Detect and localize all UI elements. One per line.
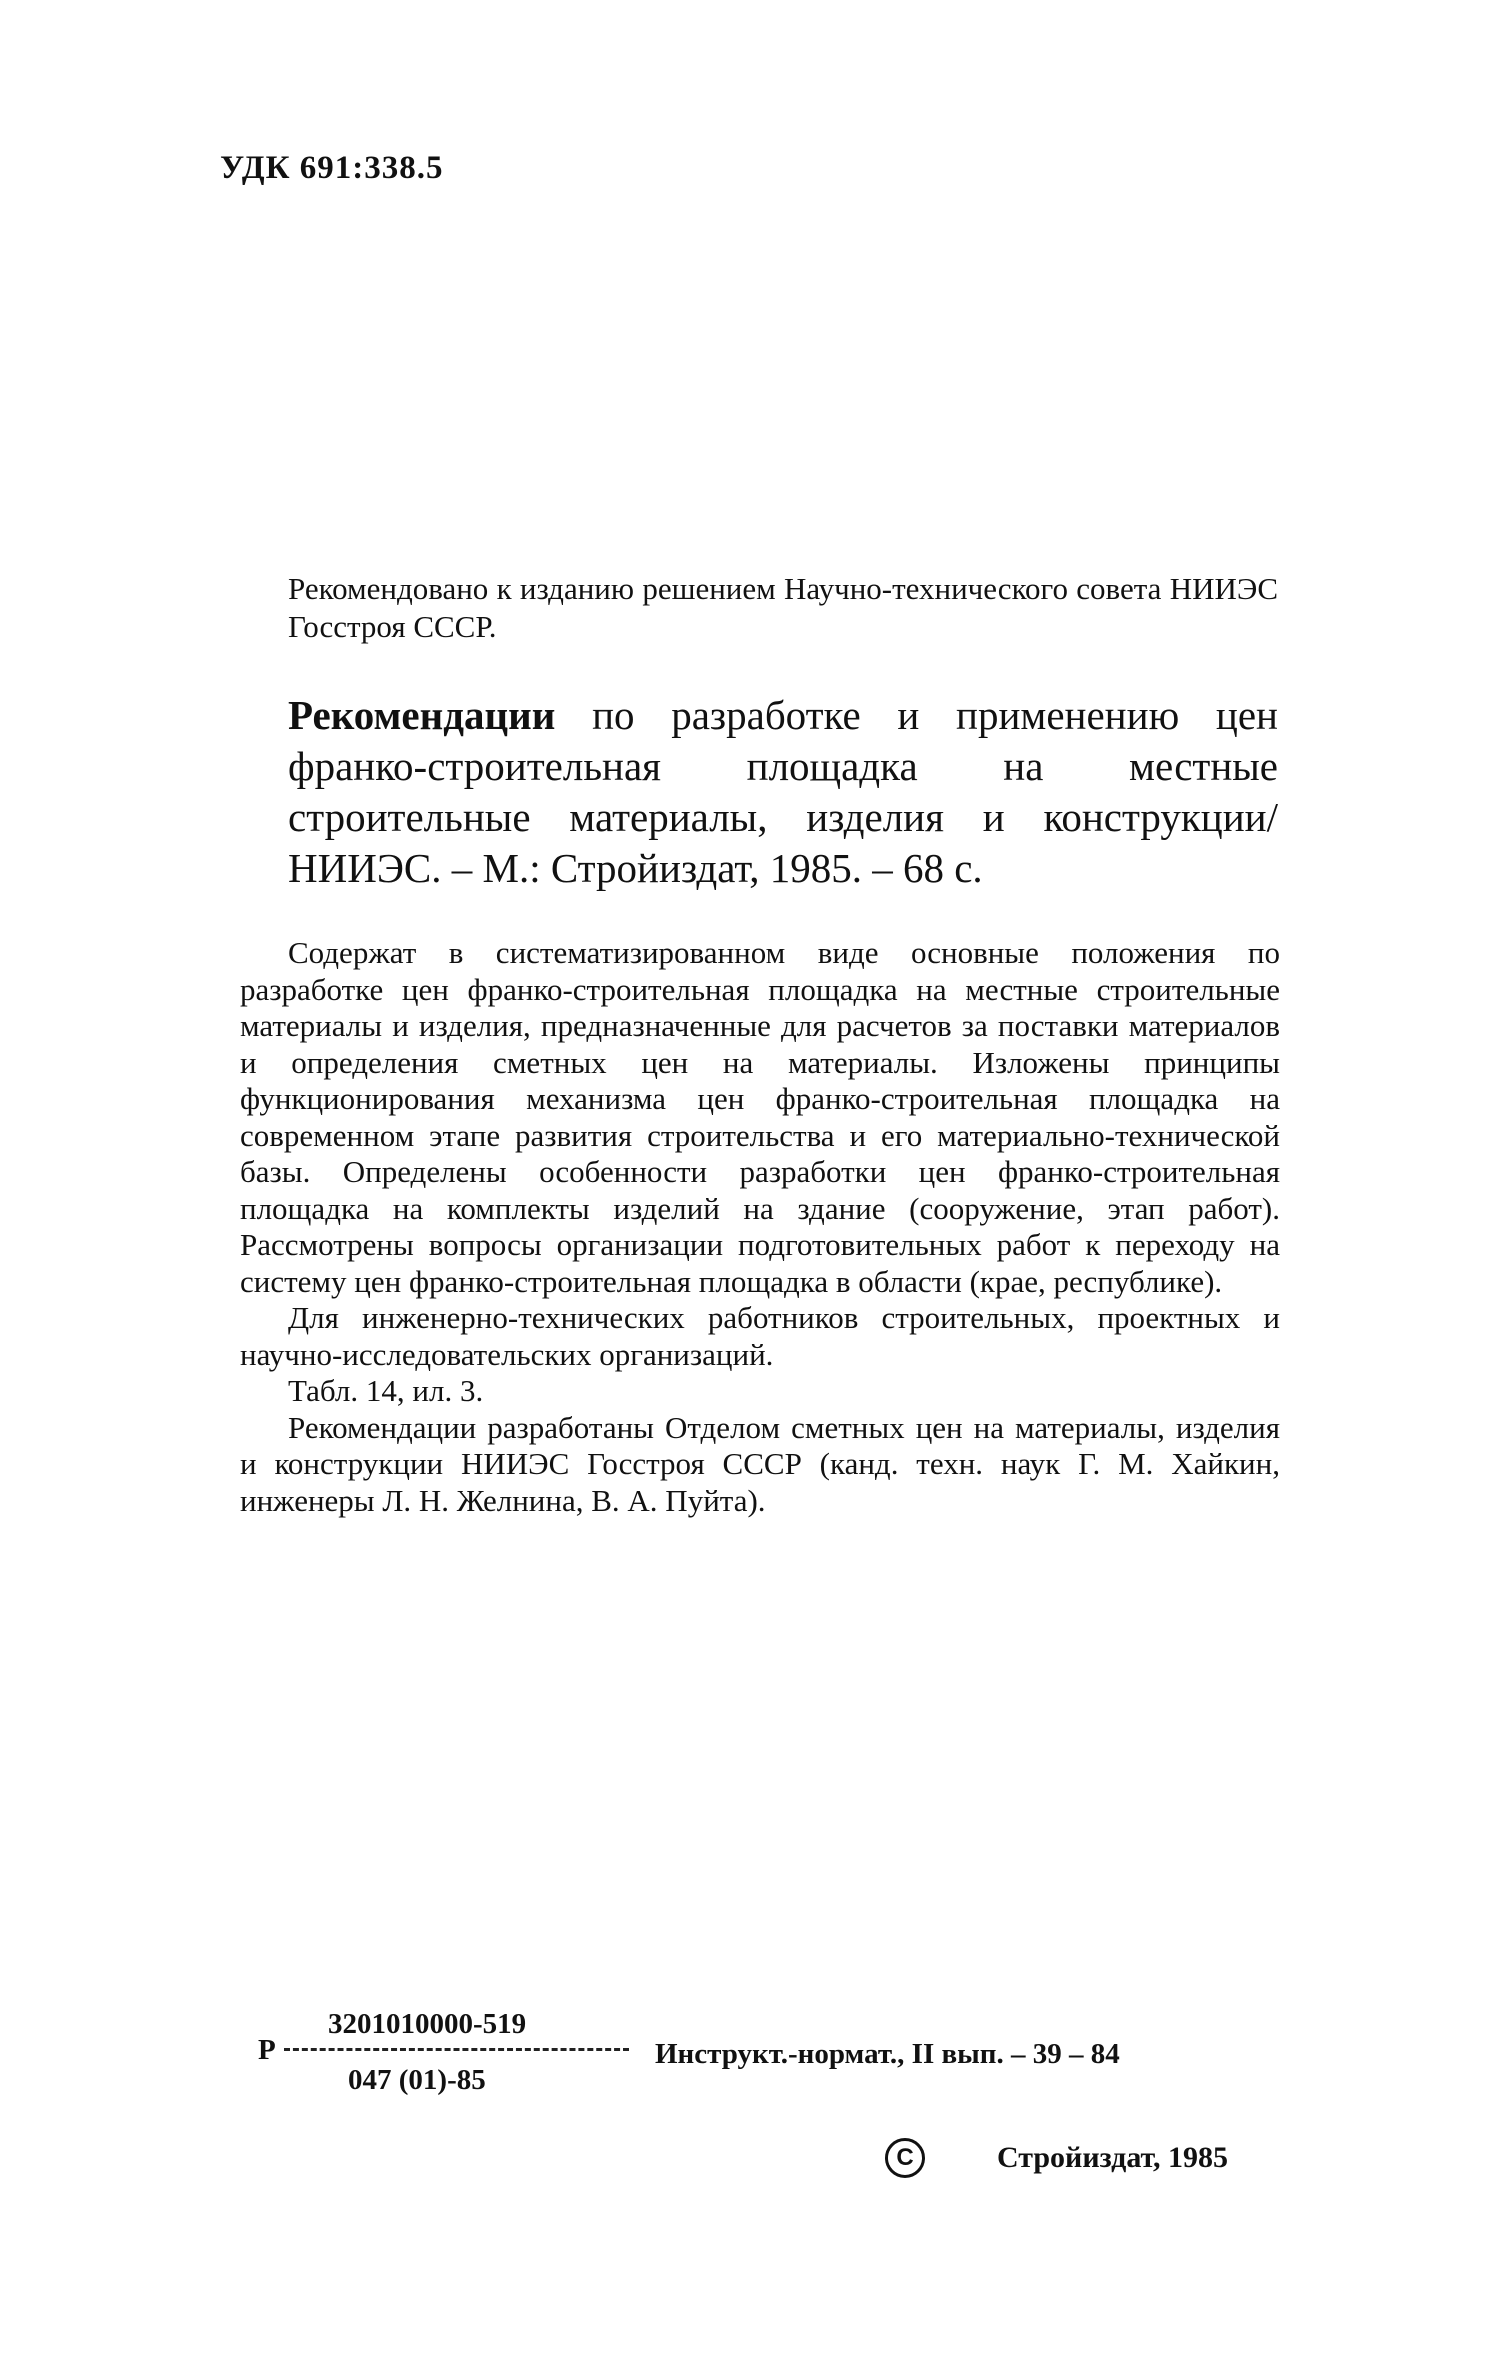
bibliographic-citation [288, 690, 1278, 894]
citation-body: по разработке и применению цен франко-строительная площадка на местные строительные материалы, изделия и конструкции/НИИЭС. – М.: Стройиздат, 1985. – 68 с. [288, 692, 1278, 891]
code-denominator: 047 (01)-85 [348, 2064, 486, 2096]
abstract-paragraph-authors: Рекомендации разработаны Отделом сметных цен на материалы, изделия и конструкции НИИЭС Госстроя СССР (канд. техн. наук Г. М. Хайкин, инженеры Л. Н. Желнина, В. А. Пуйта). [240, 1409, 1280, 1518]
instruction-edition: Инструкт.-нормат., II вып. – 39 – 84 [655, 2038, 1120, 2070]
recommendation-note: Рекомендовано к изданию решением Научно-технического совета НИИЭС Госстроя СССР. [288, 571, 1278, 644]
citation-lead: Рекомендации [288, 692, 556, 738]
code-letter: Р [258, 2034, 276, 2066]
abstract-paragraph-audience: Для инженерно-технических работников строительных, проектных и научно-исследовательских организаций. [240, 1300, 1280, 1372]
abstract [240, 935, 1280, 1519]
copyright-text: Стройиздат, 1985 [997, 2141, 1229, 2174]
abstract-paragraph-contents: Содержат в систематизированном виде основные положения по разработке цен франко-строительная площадка на местные строительные материалы и изделия, предназначенные для расчетов за поставки материалов и определения сметных цен на материалы. Изложены принципы функционирования механизма цен франко-строительная площадка на современном этапе развития строительства и его материально-технической базы. Определены особенности разработки цен франко-строительная площадка на комплекты изделий на здание (сооружение, этап работ). Рассмотрены вопросы организации подготовительных работ к переходу на систему цен франко-строительная площадка в области (крае, республике). [240, 935, 1280, 1299]
publication-code [258, 2008, 638, 2118]
copyright-icon: C [885, 2138, 925, 2178]
udc-code: УДК 691:338.5 [220, 150, 444, 186]
abstract-paragraph-tables: Табл. 14, ил. 3. [288, 1373, 484, 1408]
code-numerator: 3201010000-519 [328, 2008, 527, 2040]
copyright-line [885, 2138, 1228, 2178]
code-fraction-line [284, 2048, 629, 2051]
